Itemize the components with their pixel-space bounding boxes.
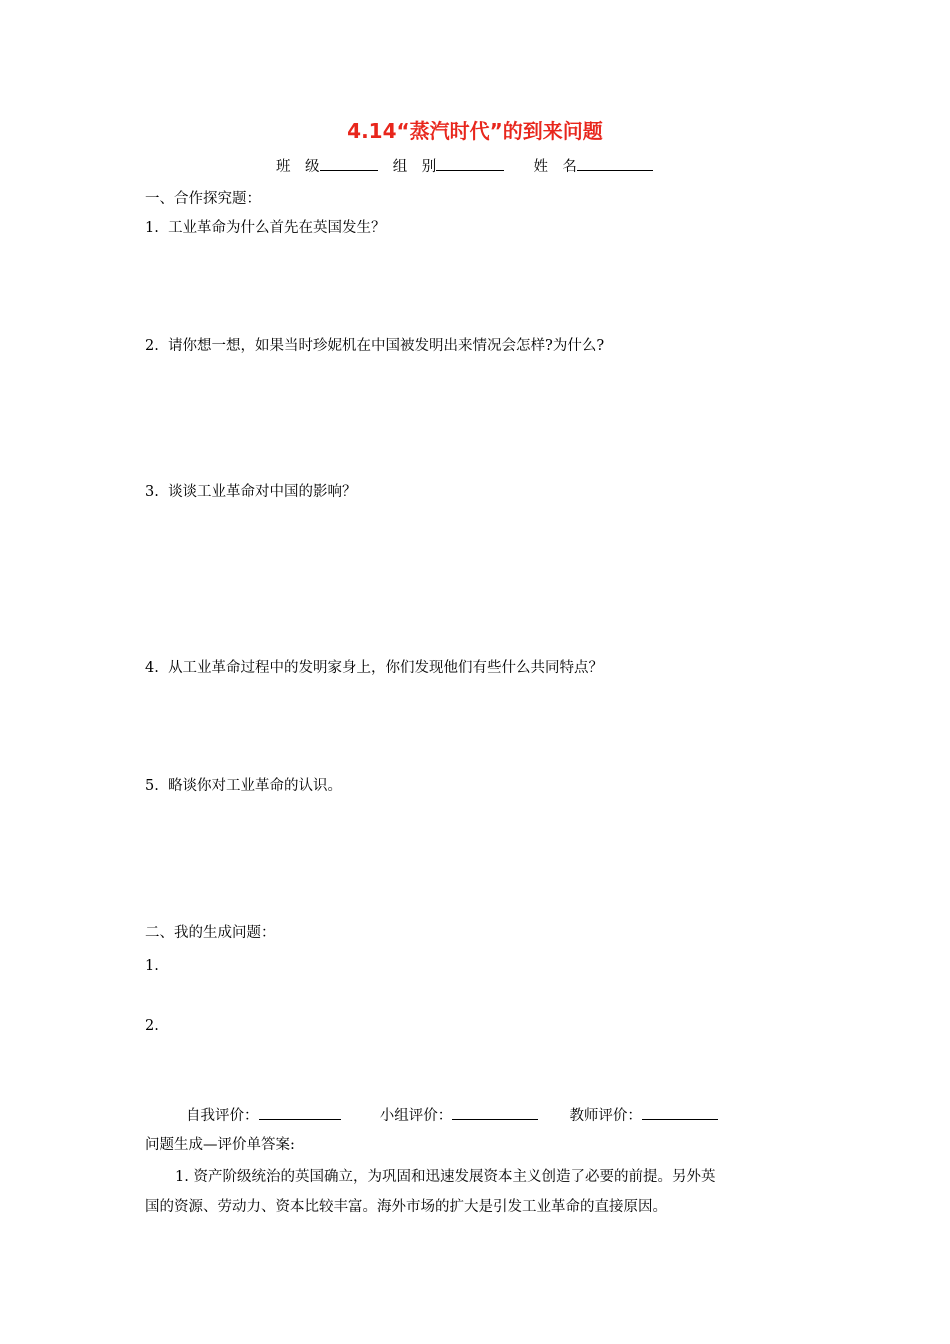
question-4 <box>145 658 603 678</box>
self-eval-label: 自我评价： <box>186 1108 259 1124</box>
question-number: 2. <box>145 338 159 354</box>
class-blank[interactable] <box>320 156 378 171</box>
group-blank[interactable] <box>436 156 504 171</box>
question-text: 请你想一想，如果当时珍妮机在中国被发明出来情况会怎样?为什么? <box>168 338 605 354</box>
teacher-eval-blank[interactable] <box>642 1105 718 1120</box>
question-number: 5. <box>145 778 159 794</box>
group-eval-blank[interactable] <box>452 1105 538 1120</box>
answer-line-2 <box>145 1197 667 1217</box>
generated-question-1: 1. <box>145 958 159 974</box>
section1-heading: 一、合作探究题： <box>145 191 261 207</box>
question-number: 1. <box>145 220 159 236</box>
page-title: 4.14“蒸汽时代”的到来问题 <box>347 119 603 143</box>
generated-question-2: 2. <box>145 1018 159 1034</box>
group-eval-label: 小组评价： <box>379 1108 453 1124</box>
answers-heading: 问题生成—评价单答案: <box>145 1137 295 1153</box>
answer-text: 。海外市场的扩大是引发工业革命的直接原因 <box>362 1199 653 1215</box>
question-text: 谈谈工业革命对中国的影响？ <box>168 484 357 500</box>
question-number: 3. <box>145 484 159 500</box>
answer-text: 。 <box>652 1199 667 1215</box>
question-2 <box>145 336 604 356</box>
info-line <box>276 156 653 177</box>
question-3 <box>145 482 357 502</box>
class-label: 班 级 <box>276 159 320 175</box>
question-text: 从工业革命过程中的发明家身上，你们发现他们有些什么共同特点？ <box>168 660 604 676</box>
section2-heading: 二、我的生成问题： <box>145 925 276 941</box>
answer-text: 的资源、劳动力、资本比较丰富 <box>159 1199 363 1215</box>
answer-text: 国 <box>145 1199 160 1215</box>
question-1 <box>145 218 386 238</box>
question-number: 4. <box>145 660 159 676</box>
question-text: 工业革命为什么首先在英国发生？ <box>168 220 386 236</box>
question-5 <box>145 776 342 796</box>
evaluation-line <box>186 1105 718 1126</box>
question-text: 略谈你对工业革命的认识。 <box>168 778 343 794</box>
answer-line-1: 1. 资产阶级统治的英国确立，为巩固和迅速发展资本主义创造了必要的前提。另外英 <box>175 1169 716 1185</box>
name-label: 姓 名 <box>533 159 577 175</box>
group-label: 组 别 <box>392 159 437 175</box>
teacher-eval-label: 教师评价： <box>569 1108 642 1124</box>
self-eval-blank[interactable] <box>259 1105 341 1120</box>
name-blank[interactable] <box>577 156 653 171</box>
